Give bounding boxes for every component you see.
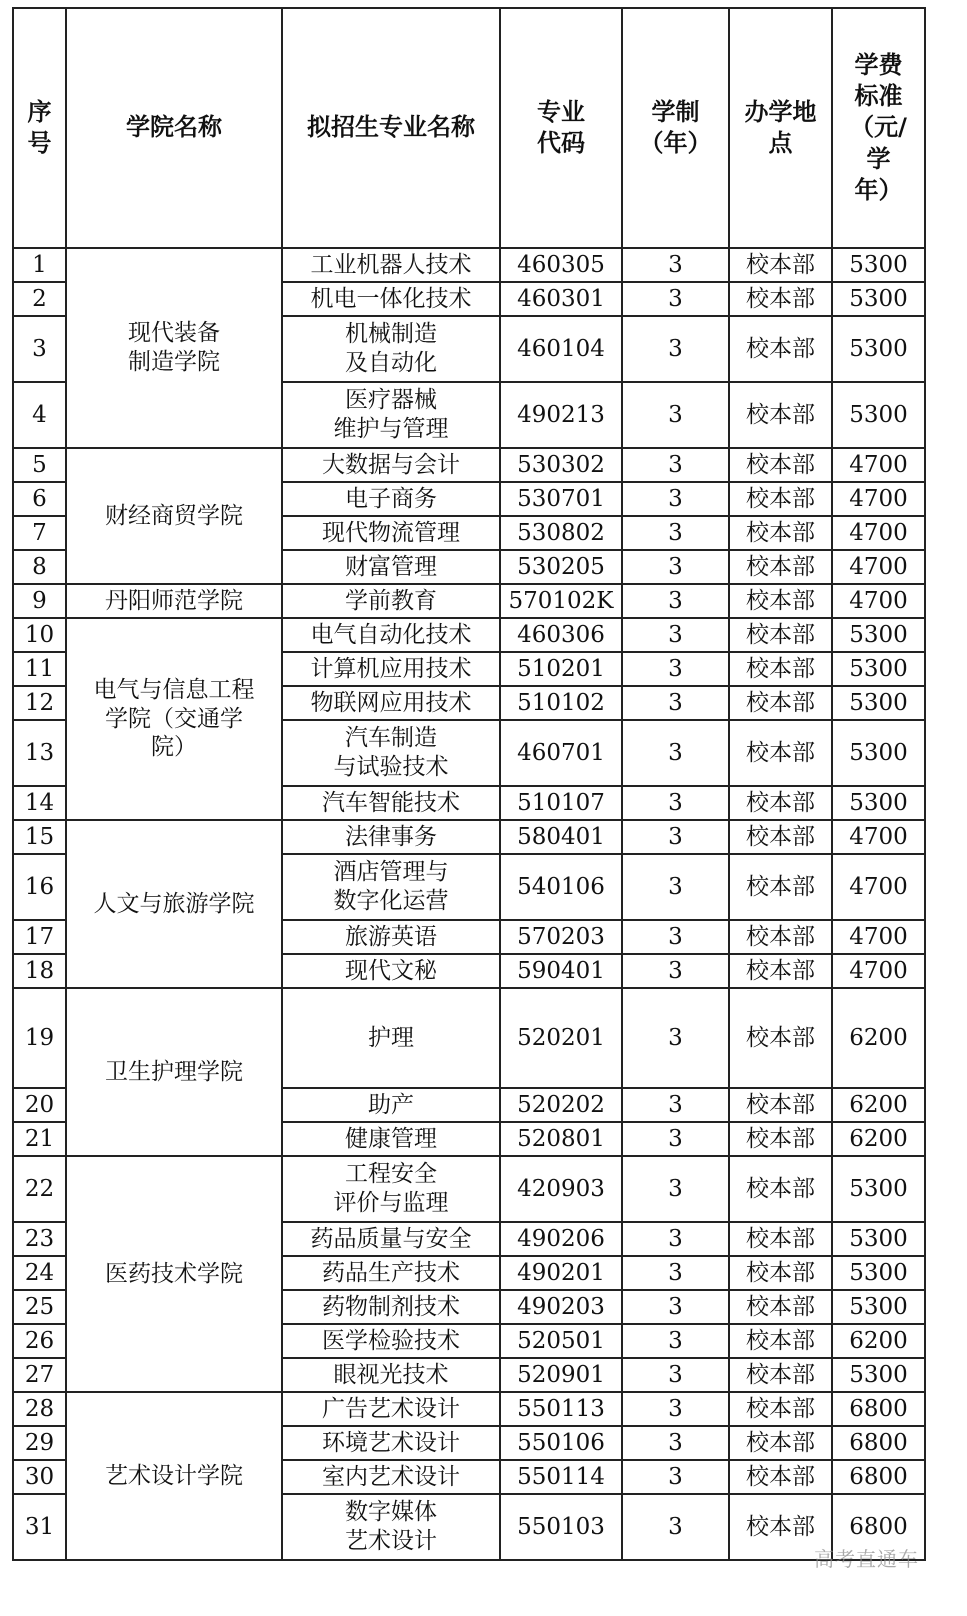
text-line: 财经商贸学院 <box>105 502 243 529</box>
text-line: 及自动化 <box>345 350 437 376</box>
table-row <box>13 988 925 1088</box>
major-code: 490213 <box>500 382 622 448</box>
study-years: 3 <box>622 282 729 316</box>
table-row <box>13 820 925 854</box>
table-row <box>13 1392 925 1426</box>
major-code: 520501 <box>500 1324 622 1358</box>
header-years: 学制 （年） <box>622 8 729 248</box>
text-line: 旅游英语 <box>345 923 437 950</box>
table-row <box>13 248 925 282</box>
major-code: 530205 <box>500 550 622 584</box>
study-years: 3 <box>622 1358 729 1392</box>
header-fee: 学费 标准 （元/ 学 年） <box>832 8 925 248</box>
college-name <box>66 988 282 1156</box>
text-line: 现代装备 <box>128 320 220 347</box>
row-number: 30 <box>13 1460 66 1494</box>
tuition-fee: 5300 <box>832 1156 925 1222</box>
campus-location: 校本部 <box>729 1222 832 1256</box>
text-line: 人文与旅游学院 <box>93 890 255 917</box>
major-name <box>282 1358 500 1392</box>
major-name <box>282 854 500 920</box>
text-line: 室内艺术设计 <box>322 1463 460 1490</box>
major-name <box>282 920 500 954</box>
text-line: 药物制剂技术 <box>322 1293 460 1320</box>
header-code: 专业 代码 <box>500 8 622 248</box>
text-line: 机电一体化技术 <box>310 285 472 312</box>
campus-location: 校本部 <box>729 1494 832 1560</box>
text-line: 眼视光技术 <box>333 1361 449 1388</box>
campus-location: 校本部 <box>729 1290 832 1324</box>
major-name <box>282 820 500 854</box>
text-line: 工业机器人技术 <box>310 251 472 278</box>
major-name <box>282 652 500 686</box>
row-number: 22 <box>13 1156 66 1222</box>
campus-location: 校本部 <box>729 652 832 686</box>
header-location: 办学地 点 <box>729 8 832 248</box>
college-name <box>66 1392 282 1560</box>
text-line: 环境艺术设计 <box>322 1429 460 1456</box>
tuition-fee: 6800 <box>832 1392 925 1426</box>
study-years: 3 <box>622 720 729 786</box>
major-name <box>282 720 500 786</box>
text-line: 助产 <box>368 1091 414 1118</box>
major-code: 510102 <box>500 686 622 720</box>
text-line: 财富管理 <box>345 553 437 580</box>
study-years: 3 <box>622 954 729 988</box>
campus-location: 校本部 <box>729 1426 832 1460</box>
text-line: 汽车制造 <box>345 725 437 752</box>
row-number: 11 <box>13 652 66 686</box>
row-number: 10 <box>13 618 66 652</box>
study-years: 3 <box>622 686 729 720</box>
study-years: 3 <box>622 1494 729 1560</box>
study-years: 3 <box>622 1156 729 1222</box>
tuition-fee: 5300 <box>832 248 925 282</box>
study-years: 3 <box>622 516 729 550</box>
study-years: 3 <box>622 584 729 618</box>
tuition-fee: 6200 <box>832 1324 925 1358</box>
major-code: 520901 <box>500 1358 622 1392</box>
tuition-fee: 5300 <box>832 1222 925 1256</box>
study-years: 3 <box>622 786 729 820</box>
campus-location: 校本部 <box>729 1392 832 1426</box>
tuition-fee: 5300 <box>832 382 925 448</box>
major-code: 580401 <box>500 820 622 854</box>
text-line: 院） <box>151 734 197 761</box>
tuition-fee: 4700 <box>832 516 925 550</box>
tuition-fee: 5300 <box>832 1358 925 1392</box>
study-years: 3 <box>622 854 729 920</box>
table-row <box>13 584 925 618</box>
row-number: 18 <box>13 954 66 988</box>
tuition-fee: 4700 <box>832 584 925 618</box>
row-number: 1 <box>13 248 66 282</box>
header-no: 序 号 <box>13 8 66 248</box>
campus-location: 校本部 <box>729 550 832 584</box>
college-name <box>66 584 282 618</box>
text-line: 电气自动化技术 <box>310 621 472 648</box>
campus-location: 校本部 <box>729 1122 832 1156</box>
tuition-fee: 6200 <box>832 988 925 1088</box>
admissions-table <box>12 7 926 1561</box>
major-name <box>282 1156 500 1222</box>
header-major: 拟招生专业名称 <box>282 8 500 248</box>
major-code: 520202 <box>500 1088 622 1122</box>
text-line: 药品质量与安全 <box>310 1225 472 1252</box>
major-code: 550114 <box>500 1460 622 1494</box>
text-line: 数字化运营 <box>333 888 449 914</box>
row-number: 27 <box>13 1358 66 1392</box>
text-line: 维护与管理 <box>333 416 449 442</box>
study-years: 3 <box>622 1256 729 1290</box>
row-number: 6 <box>13 482 66 516</box>
major-code: 510107 <box>500 786 622 820</box>
major-name <box>282 316 500 382</box>
tuition-fee: 6200 <box>832 1122 925 1156</box>
row-number: 24 <box>13 1256 66 1290</box>
text-line: 电气与信息工程 <box>93 676 255 703</box>
major-name <box>282 482 500 516</box>
text-line: 卫生护理学院 <box>105 1058 243 1085</box>
text-line: 汽车智能技术 <box>322 789 460 816</box>
major-code: 460104 <box>500 316 622 382</box>
text-line: 护理 <box>368 1024 414 1051</box>
major-code: 590401 <box>500 954 622 988</box>
major-name <box>282 1392 500 1426</box>
campus-location: 校本部 <box>729 1358 832 1392</box>
major-code: 520201 <box>500 988 622 1088</box>
study-years: 3 <box>622 1324 729 1358</box>
tuition-fee: 4700 <box>832 920 925 954</box>
campus-location: 校本部 <box>729 820 832 854</box>
tuition-fee: 4700 <box>832 448 925 482</box>
tuition-fee: 5300 <box>832 1290 925 1324</box>
major-name <box>282 1290 500 1324</box>
study-years: 3 <box>622 482 729 516</box>
table-row <box>13 448 925 482</box>
campus-location: 校本部 <box>729 248 832 282</box>
major-code: 550106 <box>500 1426 622 1460</box>
major-code: 490201 <box>500 1256 622 1290</box>
text-line: 医药技术学院 <box>105 1260 243 1287</box>
row-number: 14 <box>13 786 66 820</box>
row-number: 7 <box>13 516 66 550</box>
tuition-fee: 6800 <box>832 1494 925 1560</box>
row-number: 9 <box>13 584 66 618</box>
major-name <box>282 516 500 550</box>
major-code: 540106 <box>500 854 622 920</box>
major-code: 490206 <box>500 1222 622 1256</box>
campus-location: 校本部 <box>729 988 832 1088</box>
major-code: 530302 <box>500 448 622 482</box>
text-line: 丹阳师范学院 <box>105 587 243 614</box>
tuition-fee: 5300 <box>832 316 925 382</box>
row-number: 20 <box>13 1088 66 1122</box>
major-name <box>282 550 500 584</box>
text-line: 学院（交通学 <box>105 705 243 732</box>
campus-location: 校本部 <box>729 1460 832 1494</box>
text-line: 学前教育 <box>345 587 437 614</box>
text-line: 计算机应用技术 <box>310 655 472 682</box>
text-line: 医疗器械 <box>345 387 437 414</box>
college-name <box>66 448 282 584</box>
college-name <box>66 820 282 988</box>
campus-location: 校本部 <box>729 282 832 316</box>
campus-location: 校本部 <box>729 1088 832 1122</box>
row-number: 28 <box>13 1392 66 1426</box>
major-name <box>282 1426 500 1460</box>
tuition-fee: 5300 <box>832 720 925 786</box>
row-number: 12 <box>13 686 66 720</box>
major-code: 460701 <box>500 720 622 786</box>
campus-location: 校本部 <box>729 1156 832 1222</box>
tuition-fee: 4700 <box>832 854 925 920</box>
tuition-fee: 5300 <box>832 1256 925 1290</box>
text-line: 法律事务 <box>345 823 437 850</box>
major-code: 570203 <box>500 920 622 954</box>
campus-location: 校本部 <box>729 686 832 720</box>
major-name <box>282 954 500 988</box>
study-years: 3 <box>622 820 729 854</box>
campus-location: 校本部 <box>729 1256 832 1290</box>
campus-location: 校本部 <box>729 854 832 920</box>
major-name <box>282 786 500 820</box>
table-header <box>13 8 925 248</box>
major-name <box>282 248 500 282</box>
major-name <box>282 988 500 1088</box>
campus-location: 校本部 <box>729 920 832 954</box>
tuition-fee: 5300 <box>832 786 925 820</box>
text-line: 艺术设计学院 <box>105 1462 243 1489</box>
study-years: 3 <box>622 1222 729 1256</box>
study-years: 3 <box>622 1122 729 1156</box>
table-row <box>13 618 925 652</box>
major-code: 490203 <box>500 1290 622 1324</box>
major-name <box>282 1256 500 1290</box>
major-code: 460301 <box>500 282 622 316</box>
row-number: 13 <box>13 720 66 786</box>
major-name <box>282 1222 500 1256</box>
study-years: 3 <box>622 988 729 1088</box>
text-line: 现代物流管理 <box>322 519 460 546</box>
major-name <box>282 282 500 316</box>
text-line: 现代文秘 <box>345 957 437 984</box>
row-number: 19 <box>13 988 66 1088</box>
study-years: 3 <box>622 652 729 686</box>
college-name <box>66 248 282 448</box>
study-years: 3 <box>622 382 729 448</box>
text-line: 酒店管理与 <box>333 859 449 886</box>
major-name <box>282 382 500 448</box>
campus-location: 校本部 <box>729 584 832 618</box>
tuition-fee: 6800 <box>832 1460 925 1494</box>
row-number: 17 <box>13 920 66 954</box>
text-line: 药品生产技术 <box>322 1259 460 1286</box>
text-line: 机械制造 <box>345 321 437 348</box>
major-name <box>282 1460 500 1494</box>
college-name <box>66 618 282 820</box>
study-years: 3 <box>622 448 729 482</box>
major-name <box>282 1122 500 1156</box>
row-number: 5 <box>13 448 66 482</box>
study-years: 3 <box>622 1426 729 1460</box>
tuition-fee: 4700 <box>832 954 925 988</box>
text-line: 制造学院 <box>128 349 220 375</box>
tuition-fee: 6800 <box>832 1426 925 1460</box>
text-line: 医学检验技术 <box>322 1327 460 1354</box>
college-name <box>66 1156 282 1392</box>
campus-location: 校本部 <box>729 448 832 482</box>
row-number: 25 <box>13 1290 66 1324</box>
study-years: 3 <box>622 1290 729 1324</box>
major-name <box>282 686 500 720</box>
table-body <box>13 248 925 1560</box>
major-code: 530701 <box>500 482 622 516</box>
row-number: 4 <box>13 382 66 448</box>
study-years: 3 <box>622 1392 729 1426</box>
text-line: 工程安全 <box>345 1161 437 1188</box>
row-number: 3 <box>13 316 66 382</box>
major-name <box>282 448 500 482</box>
tuition-fee: 5300 <box>832 282 925 316</box>
tuition-fee: 5300 <box>832 686 925 720</box>
row-number: 31 <box>13 1494 66 1560</box>
major-name <box>282 1088 500 1122</box>
study-years: 3 <box>622 550 729 584</box>
row-number: 8 <box>13 550 66 584</box>
watermark: 高考直通车 <box>814 1547 919 1571</box>
text-line: 与试验技术 <box>333 754 449 780</box>
text-line: 艺术设计 <box>345 1528 437 1554</box>
campus-location: 校本部 <box>729 382 832 448</box>
row-number: 21 <box>13 1122 66 1156</box>
row-number: 2 <box>13 282 66 316</box>
major-name <box>282 584 500 618</box>
campus-location: 校本部 <box>729 786 832 820</box>
table-row <box>13 1156 925 1222</box>
study-years: 3 <box>622 316 729 382</box>
study-years: 3 <box>622 248 729 282</box>
major-code: 570102K <box>500 584 622 618</box>
text-line: 电子商务 <box>345 485 437 512</box>
row-number: 16 <box>13 854 66 920</box>
campus-location: 校本部 <box>729 1324 832 1358</box>
row-number: 23 <box>13 1222 66 1256</box>
major-code: 460305 <box>500 248 622 282</box>
tuition-fee: 6200 <box>832 1088 925 1122</box>
major-code: 520801 <box>500 1122 622 1156</box>
study-years: 3 <box>622 1088 729 1122</box>
study-years: 3 <box>622 920 729 954</box>
text-line: 数字媒体 <box>345 1499 437 1526</box>
campus-location: 校本部 <box>729 516 832 550</box>
tuition-fee: 4700 <box>832 482 925 516</box>
tuition-fee: 4700 <box>832 550 925 584</box>
major-name <box>282 1324 500 1358</box>
major-code: 420903 <box>500 1156 622 1222</box>
major-code: 510201 <box>500 652 622 686</box>
row-number: 15 <box>13 820 66 854</box>
text-line: 评价与监理 <box>333 1190 449 1216</box>
text-line: 大数据与会计 <box>322 451 460 478</box>
text-line: 物联网应用技术 <box>310 689 472 716</box>
header-college: 学院名称 <box>66 8 282 248</box>
tuition-fee: 5300 <box>832 652 925 686</box>
major-code: 460306 <box>500 618 622 652</box>
row-number: 29 <box>13 1426 66 1460</box>
major-name <box>282 618 500 652</box>
tuition-fee: 5300 <box>832 618 925 652</box>
campus-location: 校本部 <box>729 720 832 786</box>
row-number: 26 <box>13 1324 66 1358</box>
campus-location: 校本部 <box>729 316 832 382</box>
campus-location: 校本部 <box>729 618 832 652</box>
text-line: 广告艺术设计 <box>322 1395 460 1422</box>
study-years: 3 <box>622 618 729 652</box>
campus-location: 校本部 <box>729 954 832 988</box>
tuition-fee: 4700 <box>832 820 925 854</box>
campus-location: 校本部 <box>729 482 832 516</box>
text-line: 健康管理 <box>345 1125 437 1152</box>
major-code: 530802 <box>500 516 622 550</box>
major-code: 550113 <box>500 1392 622 1426</box>
major-code: 550103 <box>500 1494 622 1560</box>
major-name <box>282 1494 500 1560</box>
study-years: 3 <box>622 1460 729 1494</box>
